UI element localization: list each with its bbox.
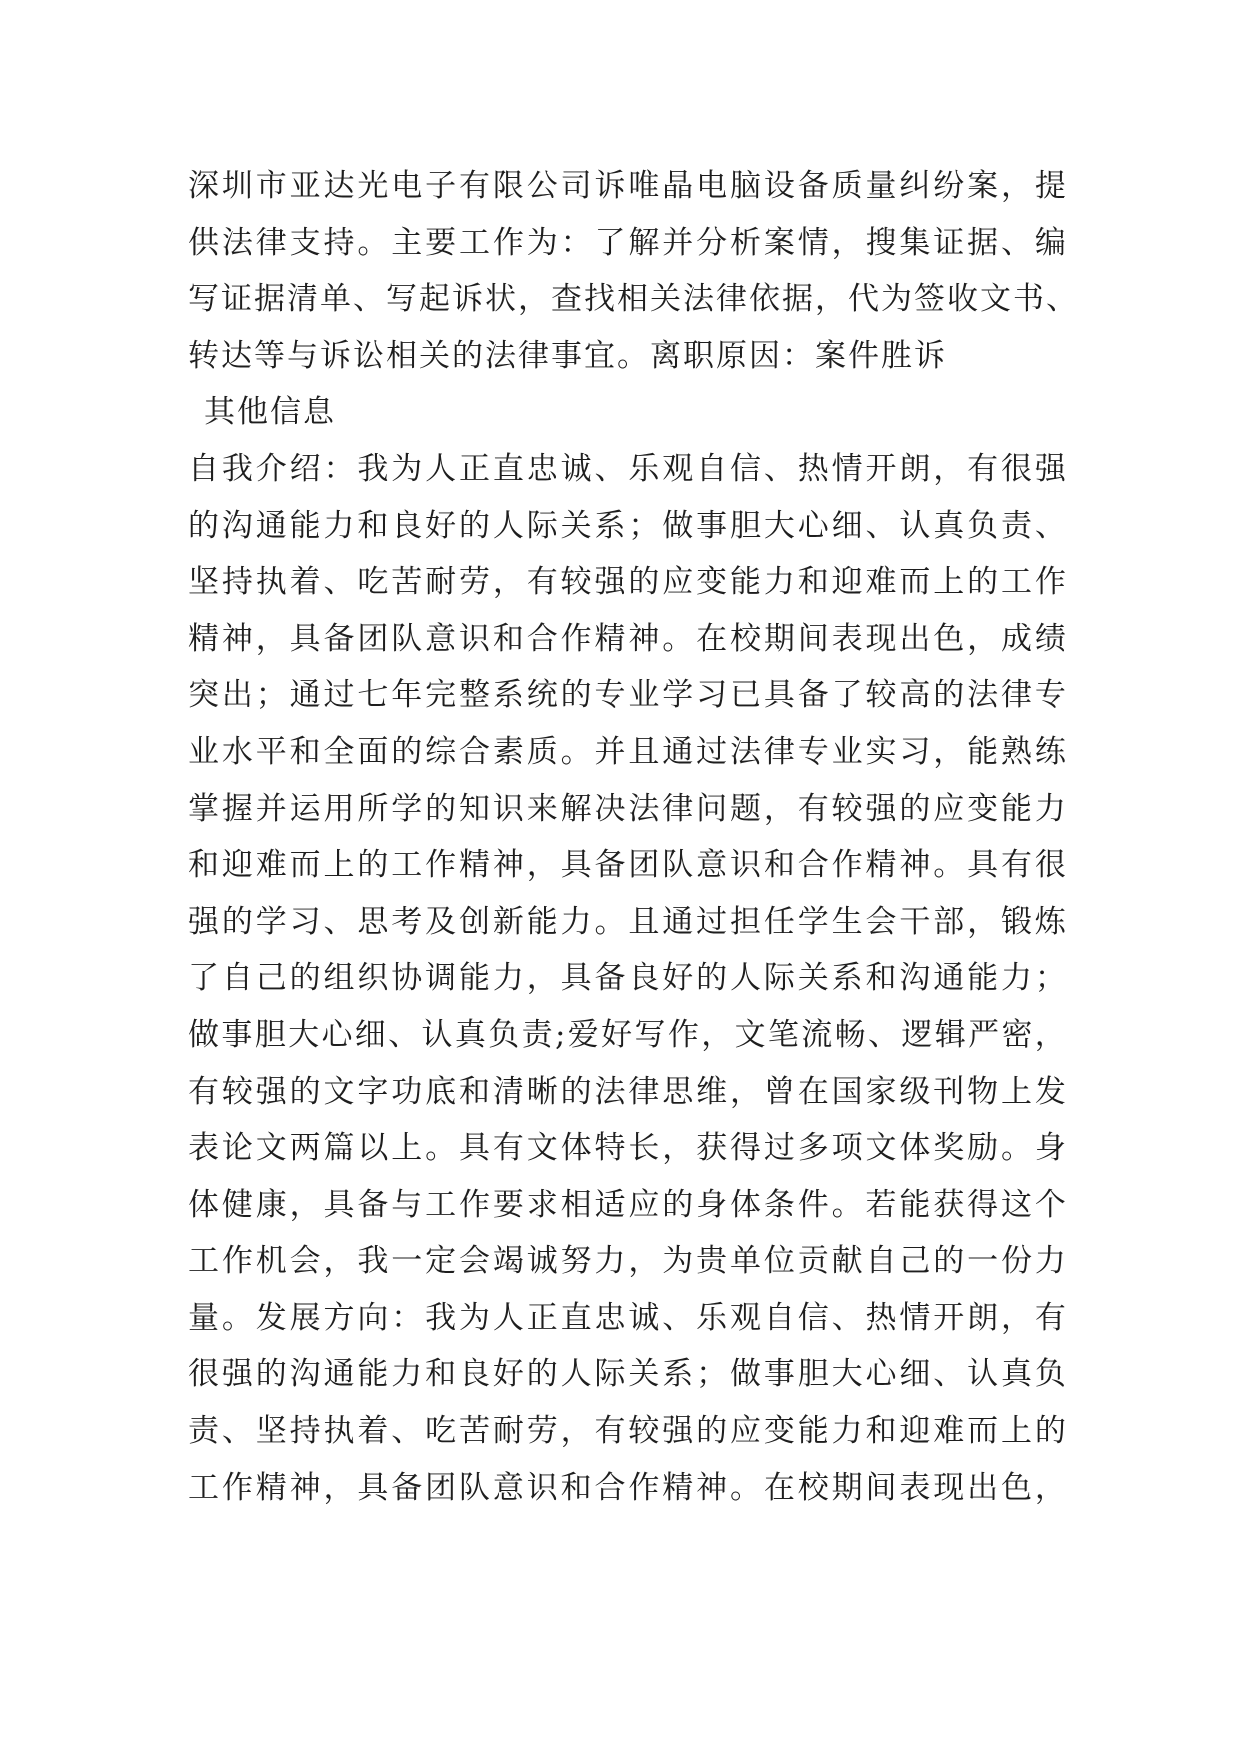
text-line: 掌 握 并 运 用 所 学 的 知 识 来 解 决 法 律 问 题 ， 有 较 强 的 应 变 能 力 — [188, 790, 1068, 827]
text-line: 转达等与诉讼相关的法律事宜。离职原因：案件胜诉 — [188, 337, 947, 374]
document-body — [188, 158, 1079, 1516]
text-line: 体 健 康 ， 具 备 与 工 作 要 求 相 适 应 的 身 体 条 件 。 若 能 获 得 这 个 — [188, 1186, 1068, 1223]
text-line: 表 论 文 两 篇 以 上 。 具 有 文 体 特 长 ， 获 得 过 多 项 文 体 奖 励 。 身 — [188, 1130, 1068, 1167]
text-line: 写 证 据 清 单 、 写 起 诉 状 ， 查 找 相 关 法 律 依 据 ， 代 为 签 收 文 书 、 — [188, 281, 1079, 318]
text-line: 精 神 ， 具 备 团 队 意 识 和 合 作 精 神 。 在 校 期 间 表 现 出 色 ， 成 绩 — [188, 620, 1068, 657]
text-line: 业 水 平 和 全 面 的 综 合 素 质 。 并 且 通 过 法 律 专 业 实 习 ， 能 熟 练 — [188, 733, 1068, 770]
text-line: 了 自 己 的 组 织 协 调 能 力 ， 具 备 良 好 的 人 际 关 系 和 沟 通 能 力 ； — [188, 960, 1068, 997]
text-line: 有 较 强 的 文 字 功 底 和 清 晰 的 法 律 思 维 ， 曾 在 国 家 级 刊 物 上 发 — [188, 1073, 1068, 1110]
section-heading: 其他信息 — [204, 394, 336, 431]
text-line: 深 圳 市 亚 达 光 电 子 有 限 公 司 诉 唯 晶 电 脑 设 备 质 量 纠 纷 案 ， 提 — [188, 168, 1068, 204]
text-line: 强 的 学 习 、 思 考 及 创 新 能 力 。 且 通 过 担 任 学 生 会 干 部 ， 锻 炼 — [188, 903, 1068, 940]
text-line: 做 事 胆 大 心 细 、 认 真 负 责 ; 爱 好 写 作 ， 文 笔 流 畅 、 逻 辑 严 密 ， — [188, 1016, 1068, 1053]
text-line: 坚 持 执 着 、 吃 苦 耐 劳 ， 有 较 强 的 应 变 能 力 和 迎 难 而 上 的 工 作 — [188, 564, 1068, 601]
text-line: 责 、 坚 持 执 着 、 吃 苦 耐 劳 ， 有 较 强 的 应 变 能 力 和 迎 难 而 上 的 — [188, 1413, 1068, 1450]
text-line: 供 法 律 支 持 。 主 要 工 作 为 ： 了 解 并 分 析 案 情 ， 搜 集 证 据 、 编 — [188, 224, 1068, 261]
text-line: 和 迎 难 而 上 的 工 作 精 神 ， 具 备 团 队 意 识 和 合 作 精 神 。 具 有 很 — [188, 847, 1068, 884]
text-line: 量 。 发 展 方 向 ： 我 为 人 正 直 忠 诚 、 乐 观 自 信 、 热 情 开 朗 ， 有 — [188, 1299, 1068, 1336]
text-line: 突 出 ； 通 过 七 年 完 整 系 统 的 专 业 学 习 已 具 备 了 较 高 的 法 律 专 — [188, 677, 1068, 714]
text-line: 很 强 的 沟 通 能 力 和 良 好 的 人 际 关 系 ； 做 事 胆 大 心 细 、 认 真 负 — [188, 1356, 1068, 1393]
text-line: 的 沟 通 能 力 和 良 好 的 人 际 关 系 ； 做 事 胆 大 心 细 、 认 真 负 责 、 — [188, 507, 1068, 544]
text-line: 工 作 精 神 ， 具 备 团 队 意 识 和 合 作 精 神 。 在 校 期 间 表 现 出 色 ， — [188, 1469, 1068, 1506]
text-line: 工 作 机 会 ， 我 一 定 会 竭 诚 努 力 ， 为 贵 单 位 贡 献 自 己 的 一 份 力 — [188, 1243, 1068, 1280]
text-line: 自 我 介 绍 ： 我 为 人 正 直 忠 诚 、 乐 观 自 信 、 热 情 开 朗 ， 有 很 强 — [188, 450, 1068, 487]
